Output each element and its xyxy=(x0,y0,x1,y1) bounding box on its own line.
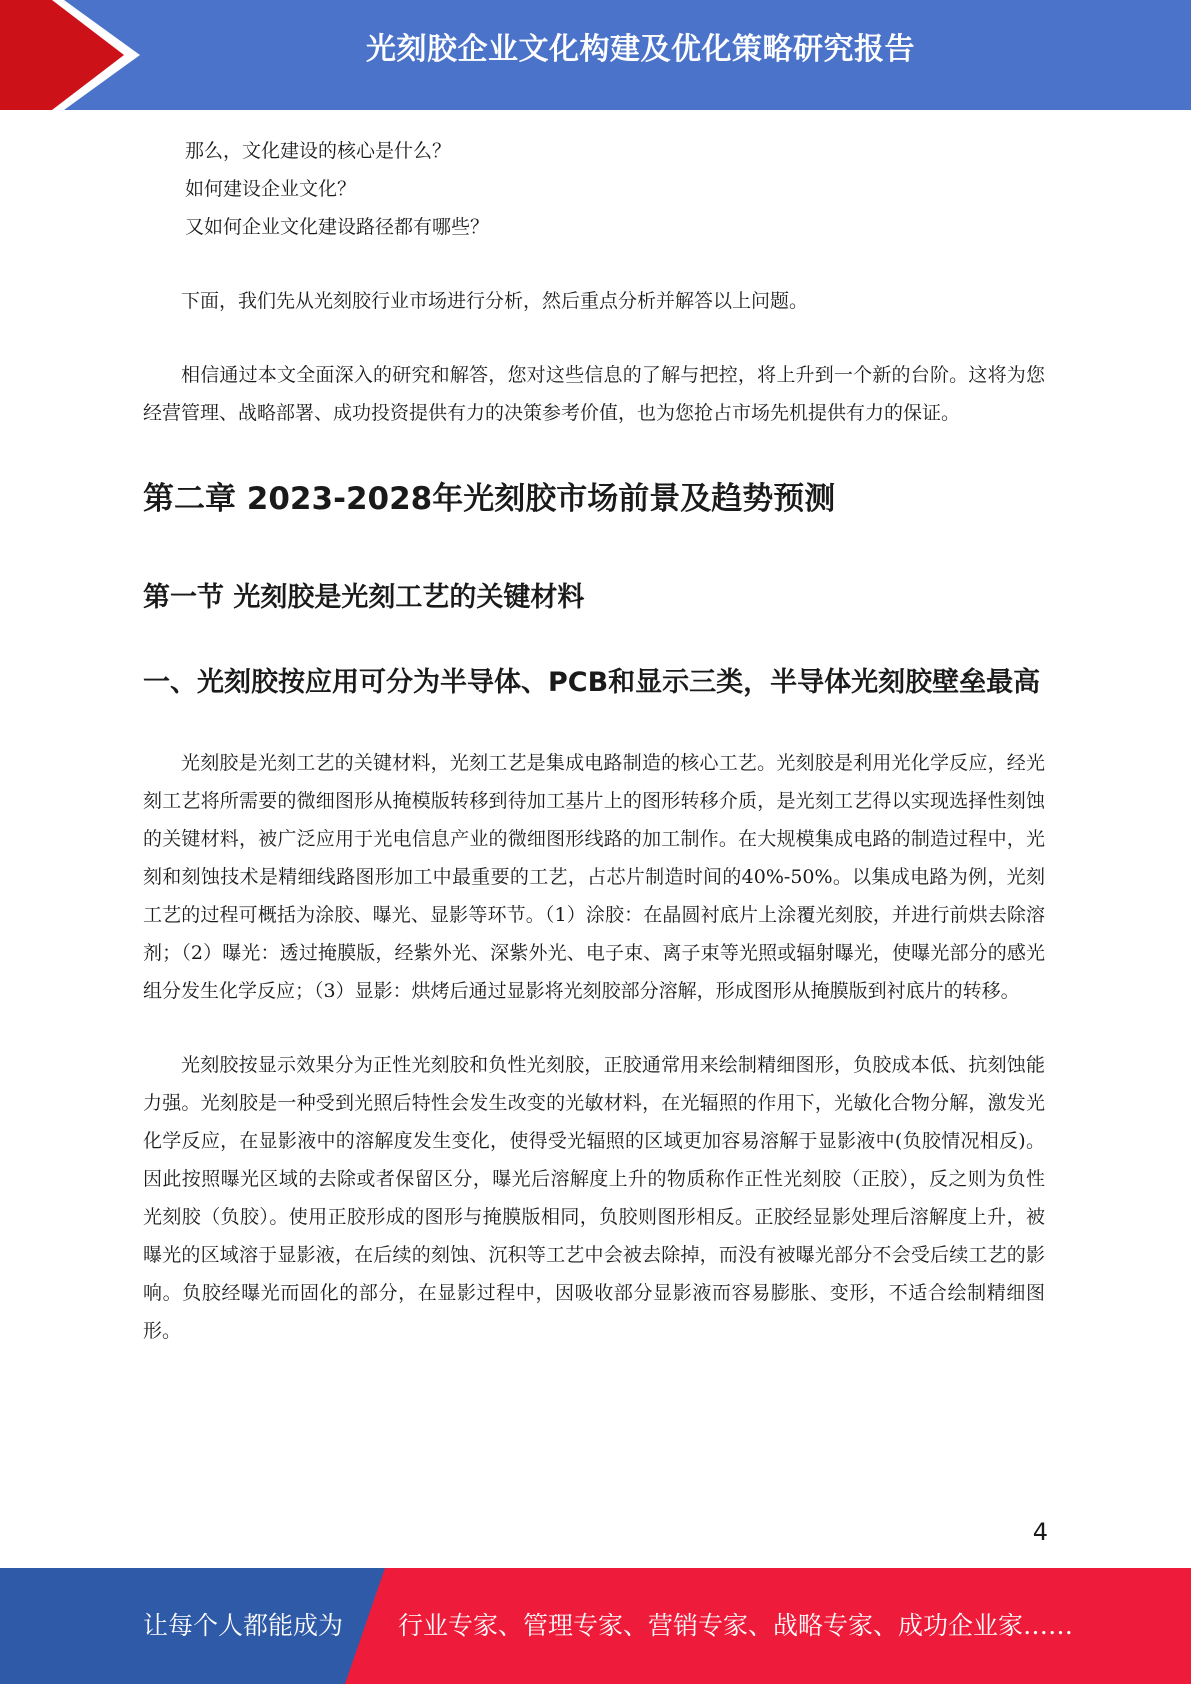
page-footer xyxy=(0,1568,1191,1684)
section-title: 第一节 光刻胶是光刻工艺的关键材料 xyxy=(143,582,585,613)
intro-question-3: 又如何企业文化建设路径都有哪些？ xyxy=(185,216,490,238)
intro-paragraph-2: 相信通过本文全面深入的研究和解答，您对这些信息的了解与把控，将上升到一个新的台阶。这将为您经营管理、战略部署、成功投资提供有力的决策参考价值，也为您抢占市场先机提供有力的保证。 xyxy=(143,364,1045,424)
intro-question-1: 那么，文化建设的核心是什么？ xyxy=(185,140,452,162)
footer-slogan-left: 让每个人都能成为 xyxy=(143,1611,344,1640)
body-paragraph-1: 光刻胶是光刻工艺的关键材料，光刻工艺是集成电路制造的核心工艺。光刻胶是利用光化学反应，经光刻工艺将所需要的微细图形从掩模版转移到待加工基片上的图形转移介质，是光刻工艺得以实现选择性刻蚀的关键材料，被广泛应用于光电信息产业的微细图形线路的加工制作。在大规模集成电路的制造过程中，光刻和刻蚀技术是精细线路图形加工中最重要的工艺，占芯片制造时间的40%-50%。以集成电路为例，光刻工艺的过程可概括为涂胶、曝光、显影等环节。（1）涂胶：在晶圆衬底片上涂覆光刻胶，并进行前烘去除溶剂；（2）曝光：透过掩膜版，经紫外光、深紫外光、电子束、离子束等光照或辐射曝光，使曝光部分的感光组分发生化学反应；（3）显影：烘烤后通过显影将光刻胶部分溶解，形成图形从掩膜版到衬底片的转移。 xyxy=(143,752,1045,1002)
chapter-title: 第二章 2023-2028年光刻胶市场前景及趋势预测 xyxy=(143,481,836,517)
subsection-title: 一、光刻胶按应用可分为半导体、PCB和显示三类，半导体光刻胶壁垒最高 xyxy=(143,667,1041,698)
body-paragraph-2: 光刻胶按显示效果分为正性光刻胶和负性光刻胶，正胶通常用来绘制精细图形，负胶成本低、抗刻蚀能力强。光刻胶是一种受到光照后特性会发生改变的光敏材料，在光辐照的作用下，光敏化合物分解，激发光化学反应，在显影液中的溶解度发生变化，使得受光辐照的区域更加容易溶解于显影液中(负胶情况相反)。因此按照曝光区域的去除或者保留区分，曝光后溶解度上升的物质称作正性光刻胶（正胶），反之则为负性光刻胶（负胶）。使用正胶形成的图形与掩膜版相同，负胶则图形相反。正胶经显影处理后溶解度上升，被曝光的区域溶于显影液，在后续的刻蚀、沉积等工艺中会被去除掉，而没有被曝光部分不会受后续工艺的影响。负胶经曝光而固化的部分，在显影过程中，因吸收部分显影液而容易膨胀、变形，不适合绘制精细图形。 xyxy=(143,1054,1045,1342)
page-header xyxy=(0,0,1191,110)
intro-paragraph-1: 下面，我们先从光刻胶行业市场进行分析，然后重点分析并解答以上问题。 xyxy=(181,290,809,312)
report-title: 光刻胶企业文化构建及优化策略研究报告 xyxy=(366,32,915,67)
header-arrow-decoration xyxy=(0,0,160,110)
footer-slogan-right: 行业专家、管理专家、营销专家、战略专家、成功企业家…… xyxy=(398,1611,1074,1640)
page-number: 4 xyxy=(1032,1518,1048,1546)
page-content xyxy=(143,132,1045,1350)
intro-question-2: 如何建设企业文化？ xyxy=(185,178,357,200)
